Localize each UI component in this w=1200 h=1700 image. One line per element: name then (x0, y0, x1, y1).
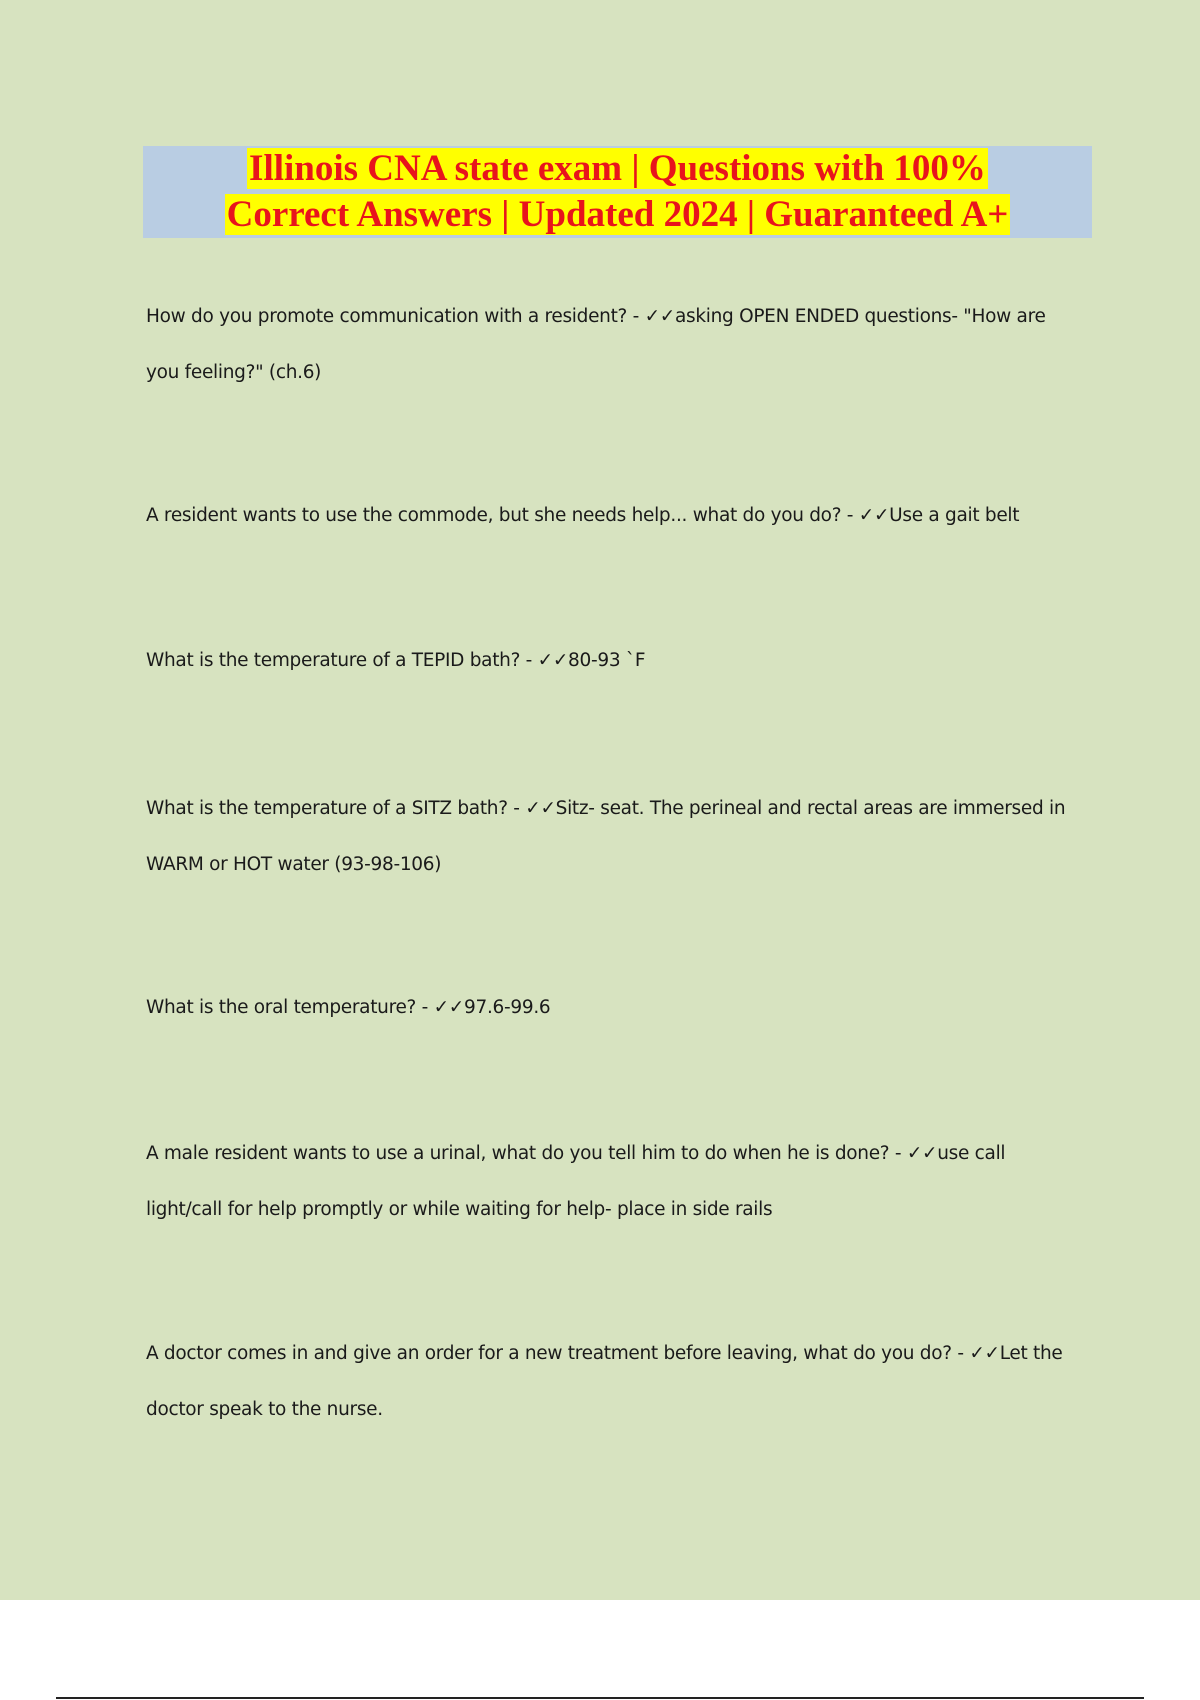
title-line-1: Illinois CNA state exam | Questions with 100% (249, 148, 986, 189)
page-title (225, 146, 1011, 238)
qa-item-3: What is the temperature of a TEPID bath? - ✓✓80-93 `F (146, 650, 646, 671)
footer-divider (56, 1697, 1144, 1699)
qa-item-4: What is the temperature of a SITZ bath? - ✓✓Sitz- seat. The perineal and rectal areas are immersed in WARM or HOT water (93-98-106) (146, 798, 1066, 875)
qa-item-1: How do you promote communication with a resident? - ✓✓asking OPEN ENDED questions- "How are you feeling?" (ch.6) (146, 306, 1046, 383)
qa-item-5: What is the oral temperature? - ✓✓97.6-99.6 (146, 997, 551, 1018)
qa-item-7: A doctor comes in and give an order for a new treatment before leaving, what do you do? - ✓✓Let the doctor speak to the nurse. (146, 1343, 1063, 1420)
title-banner (143, 146, 1092, 238)
qa-item-6: A male resident wants to use a urinal, what do you tell him to do when he is done? - ✓✓use call light/call for help promptly or while waiting for help- place in side rails (146, 1143, 1006, 1220)
title-line-2: Correct Answers | Updated 2024 | Guaranteed A+ (226, 194, 1009, 235)
qa-item-2: A resident wants to use the commode, but she needs help... what do you do? - ✓✓Use a gait belt (146, 505, 1020, 526)
